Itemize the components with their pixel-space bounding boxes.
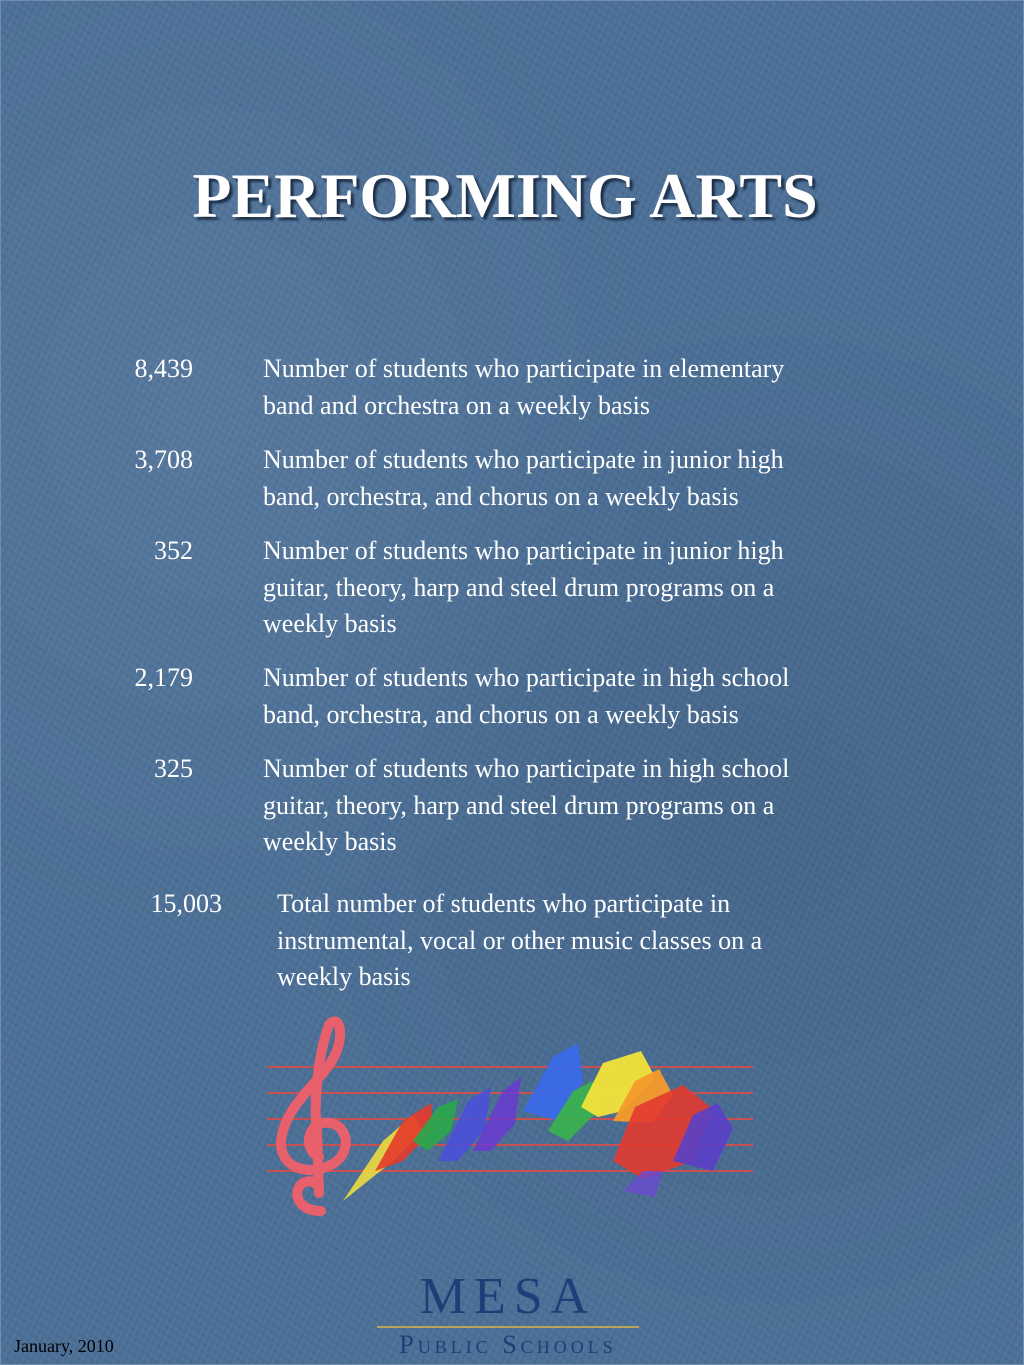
stat-description [263,442,888,515]
stat-description [263,751,888,861]
stat-description-line: Number of students who participate in junior high [263,536,784,565]
treble-clef-staff-icon [263,1011,757,1221]
stat-description-line: guitar, theory, harp and steel drum programs on a [263,572,775,602]
stat-description-line: Number of students who participate in high school [263,754,790,783]
stat-description [263,660,888,733]
stat-description-total [277,886,877,996]
stat-description-line: Number of students who participate in high school [263,663,790,692]
stat-value: 325 [154,754,193,783]
stat-value: 8,439 [134,354,193,383]
stat-description-line: Number of students who participate in elementary [263,354,785,383]
stat-description-line: guitar, theory, harp and steel drum programs on a [263,790,775,820]
treble-clef-icon [281,1021,346,1211]
stat-description-line: band and orchestra on a weekly basis [263,390,650,420]
logo-name: MESA [419,1268,597,1325]
stat-description [263,533,888,643]
stat-description-line: weekly basis [277,962,411,991]
stat-value: 3,708 [134,445,193,474]
stat-description-line: band, orchestra, and chorus on a weekly basis [263,699,739,729]
stat-description-line: band, orchestra, and chorus on a weekly basis [263,481,739,511]
stat-value-total: 15,003 [150,889,222,918]
slide-title: PERFORMING ARTS [192,160,818,231]
stat-description-line: weekly basis [263,827,397,856]
footer-date: January, 2010 [14,1336,114,1356]
stat-description-line: Number of students who participate in junior high [263,445,784,474]
stat-description-line: weekly basis [263,609,397,638]
logo-divider [377,1326,639,1328]
stat-value: 352 [154,536,193,565]
stat-description-line: instrumental, vocal or other music classes on a [277,925,763,955]
mesa-public-schools-logo [377,1269,639,1361]
stat-value: 2,179 [134,663,193,692]
stat-description [263,351,888,424]
logo-subtitle: Public Schools [399,1330,617,1359]
stat-description-line: Total number of students who participate in [277,889,731,918]
